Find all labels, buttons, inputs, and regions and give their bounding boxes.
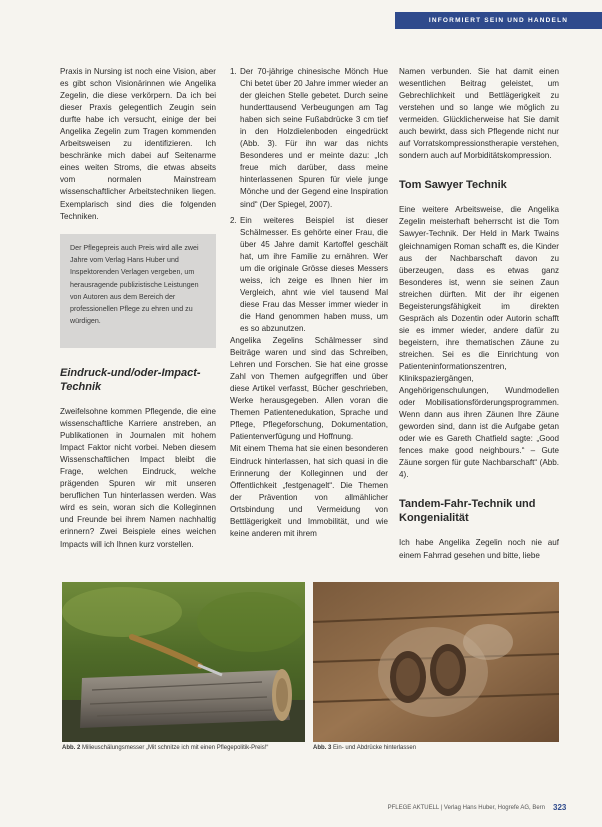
caption-label: Abb. 2 [62, 745, 81, 751]
floor-imprints-image [313, 582, 559, 742]
col2-paragraph-1: Angelika Zegelins Schälmesser sind Beiträge waren und sind das Schreiben, Lehren und Forschen. Sie hat eine grosse Zahl von Themen aufgegriffen und über diese Artikel verfasst, Bücher geschrieben, Werke herausgegeben. Allen voran die Themen Patientenedukation, Sprache und Pflege, Pflegeforschung, Dokumentation, Patientenverfügung und Hoffnung. [230, 336, 388, 442]
section-header-label: INFORMIERT SEIN UND HANDELN [428, 17, 569, 24]
heading-tandem: Tandem-Fahr-Technik und Kongenialität [399, 498, 536, 525]
col3-paragraph-2: Eine weitere Arbeitsweise, die Angelika Zegelin meisterhaft beherrscht ist die Tom Sawyer-Technik. Der Held in Mark Twains gleichnamigen Roman schafft es, die Kinder aus der Nachbarschaft davon zu überzeugen, dass es etwas ganz Besonderes ist, wenn sie seinen Zaun streichen dürften. Mit der ihr eigenen Begeisterungsfähigkeit im direkten Gespräch als Dozentin oder Autorin schafft sie es immer wieder, andere dafür zu begeistern, ihre thematischen Zäune zu streichen. Sei es die Einrichtung von Patienteninformationszentren, Klinikspaziergängen, Angehörigenschulungen, Wundmodellen oder Mobilisationsförderungsprogrammen. Wenn dann aus ihren Zäunen Ihre Zäune geworden sind, dann ist die Aufgabe getan oder wie es Gareth Chatfield sagte: „Good fences make good neighbours.“ – Gute Zäune sorgen für gute Nachbarschaft“ (Abb. 4). [399, 205, 559, 480]
quote-box [60, 234, 216, 348]
list-text: Der 70-jährige chinesische Mönch Hue Chi betet über 20 Jahre immer wieder an der gleichen Stelle gebetet. Durch seine hunderttausend Verbeugungen am Tag haben sich seine Fußabdrücke 3 cm tief in den Holzdielenboden eingedrückt (Abb. 3). Für ihn war das nichts Besonderes und er meinte dazu: „Ich freue mich darüber, dass meine hinterlassenen Spuren für viele junge Mönche und der Gegend eine Inspiration sind“ (Der Spiegel, 2007). [240, 67, 388, 209]
list-text: Ein weiteres Beispiel ist dieser Schälmesser. Es gehörte einer Frau, die über 45 Jahre damit Kartoffel geschält hat, um ihre Familie zu ernähren. Wer um die originale Grösse dieses Messers weiss, ich zeige es Ihnen hier im Vergleich, ahnt wie viel tausend Mal diese Frau das Messer immer wieder in die Hand genommen haben muss, um es so abzunutzen. [240, 215, 388, 333]
column-1-lower [60, 356, 216, 551]
heading-tom-sawyer: Tom Sawyer Technik [399, 179, 507, 192]
caption-text: Milieuschälungsmesser „Mit schnitze ich mit einen Pflegepolitik-Preis!“ [82, 745, 269, 751]
col2-paragraph-2: Mit einem Thema hat sie einen besonderen Eindruck hinterlassen, hat sich quasi in die Erinnerung der Kolleginnen und der Öffentlichkeit „festgenagelt“. Die Themen der Prävention von allmählicher Ortsbindung und Vermeidung von Bettlägerigkeit und Immobilität, und wie keine anderen mit ihrem [230, 444, 388, 538]
page-number: 323 [553, 803, 567, 812]
list-item [230, 215, 388, 335]
section-header [395, 12, 602, 29]
caption-figure-2 [62, 744, 305, 752]
col1-paragraph-1: Praxis in Nursing ist noch eine Vision, aber es gibt schon Visionärinnen wie Angelika Zegelin, die diese verkörpern. Da ich bei dieser Praxis gelegentlich Zeugin sein durfte habe ich versucht, einige der bei Angelika Zegelin zum Tragen kommenden Arbeitsweisen zu identifizieren. Ich beschränke mich dabei auf Seitenarme eines weiten Stroms, die etwas abseits vom normalen Mainstream wissenschaftlicher Arbeitstechniken liegen. Exemplarisch sind dies die folgenden Techniken. [60, 67, 216, 221]
example-list [230, 66, 388, 335]
col3-paragraph-1: Namen verbunden. Sie hat damit einen wesentlichen Beitrag geleistet, um Gebrechlichkeit und Bettlägerigkeit zu verstehen und so lange wie möglich zu vermeiden. Glücklicherweise hat Sie damit auch bewirkt, dass sich Pflegende nicht nur auf Vorratskompressionstherapie verstehen, sondern auch auf Morbiditätskompression. [399, 67, 559, 161]
list-item [230, 66, 388, 211]
caption-label: Abb. 3 [313, 745, 332, 751]
col1-paragraph-2: Zweifelsohne kommen Pflegende, die eine wissenschaftliche Karriere anstreben, an Publikationen in Journalen mit hohem Impact Faktor nicht vorbei. Neben diesem Wissenschaftlichen Impact bleibt die Frage, welchen Eindruck, welche prägenden Spuren wir mit unseren beruflichen Tun hinterlassen werden. Was wird es sein, woran sich die Kolleginnen und Freunde bei ihrem Namen nachhaltig erinnern? Zwei Beispiele eines weichen Impacts will ich Ihnen kurz vorstellen. [60, 407, 216, 549]
list-number: 2. [230, 215, 237, 225]
quote-text: Der Pflegepreis auch Preis wird alle zwei Jahre vom Verlag Hans Huber und Inspektorenden Verlagen vergeben, um herausragende publizistische Leistungen von Autoren aus dem Bereich der professionellen Pflege zu ehren und zu würdigen. [70, 244, 199, 326]
footer-text: PFLEGE AKTUELL | Verlag Hans Huber, Hogrefe AG, Bern [387, 805, 545, 811]
caption-figure-3 [313, 744, 559, 752]
list-number: 1. [230, 67, 237, 76]
caption-text: Ein- und Abdrücke hinterlassen [333, 745, 417, 751]
photo-floor-imprints [313, 582, 559, 742]
photo-knife-on-log [62, 582, 305, 742]
column-1 [60, 66, 216, 223]
col3-paragraph-3: Ich habe Angelika Zegelin noch nie auf einem Fahrrad gesehen und bitte, liebe [399, 538, 559, 560]
heading-impact-technique: Eindruck-und/oder-Impact-Technik [60, 367, 201, 393]
column-2 [230, 66, 388, 540]
column-3 [399, 66, 559, 562]
knife-log-image [62, 582, 305, 742]
